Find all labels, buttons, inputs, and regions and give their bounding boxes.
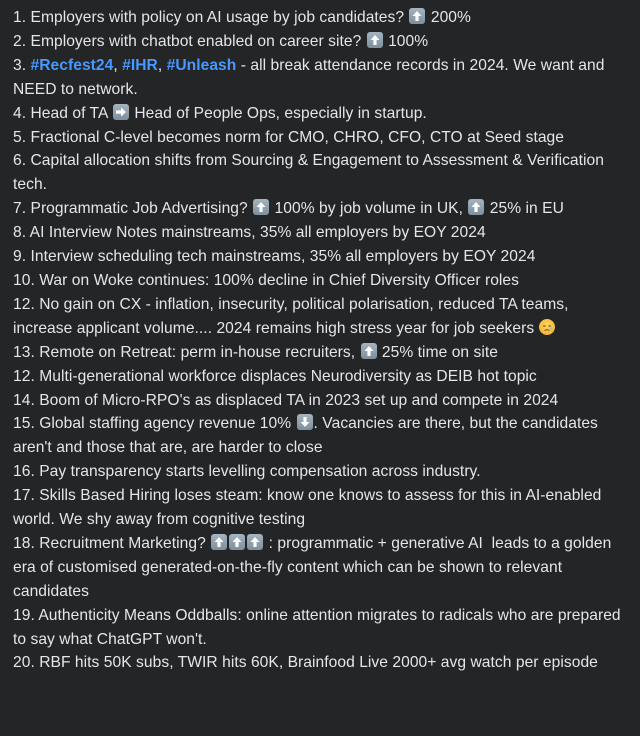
hashtag-recfest24-link[interactable]: #Recfest24 [30, 56, 114, 74]
up-arrow-icon [468, 199, 484, 215]
list-item: 14. Boom of Micro-RPO's as displaced TA in 2023 set up and compete in 2024 [13, 391, 559, 409]
right-arrow-icon [113, 104, 129, 120]
down-arrow-icon [297, 414, 313, 430]
list-item: 12. Multi-generational workforce displaces Neurodiversity as DEIB hot topic [13, 367, 537, 385]
up-arrow-icon [409, 8, 425, 24]
list-item: 3. #Recfest24, #IHR, #Unleash - all break attendance records in 2024. We want and NEED to network. [13, 56, 609, 98]
list-item: 4. Head of TA Head of People Ops, especially in startup. [13, 104, 427, 122]
list-item: 17. Skills Based Hiring loses steam: know one knows to assess for this in AI-enabled world. We shy away from cognitive testing [13, 487, 606, 529]
list-item: 2. Employers with chatbot enabled on career site? 100% [13, 32, 429, 50]
list-item: 15. Global staffing agency revenue 10% . Vacancies are there, but the candidates aren't and those that are, are harder to close [13, 415, 603, 457]
list-item: 7. Programmatic Job Advertising? 100% by job volume in UK, 25% in EU [13, 200, 564, 218]
list-item: 18. Recruitment Marketing? : programmatic + generative AI leads to a golden era of customised generated-on-the-fly content which can be shown to relevant candidates [13, 534, 616, 600]
list-item: 20. RBF hits 50K subs, TWIR hits 60K, Brainfood Live 2000+ avg watch per episode [13, 654, 598, 672]
up-arrow-icon [229, 534, 245, 550]
list-item: 12. No gain on CX - inflation, insecurity, political polarisation, reduced TA teams, increase applicant volume.... 2024 remains high stress year for job seekers [13, 295, 573, 337]
up-arrow-icon [247, 534, 263, 550]
list-item: 8. AI Interview Notes mainstreams, 35% all employers by EOY 2024 [13, 224, 486, 242]
list-item: 9. Interview scheduling tech mainstreams, 35% all employers by EOY 2024 [13, 248, 536, 266]
list-item: 1. Employers with policy on AI usage by job candidates? 200% [13, 9, 471, 26]
list-item: 16. Pay transparency starts levelling compensation across industry. [13, 463, 481, 481]
list-item: 6. Capital allocation shifts from Sourcing & Engagement to Assessment & Verification tech. [13, 152, 609, 194]
list-item: 5. Fractional C-level becomes norm for CMO, CHRO, CFO, CTO at Seed stage [13, 128, 564, 146]
hashtag-ihr-link[interactable]: #IHR [122, 56, 158, 74]
sad-relieved-face-icon [539, 319, 555, 335]
list-item: 19. Authenticity Means Oddballs: online attention migrates to radicals who are prepared to say what ChatGPT won't. [13, 606, 626, 648]
list-item: 10. War on Woke continues: 100% decline in Chief Diversity Officer roles [13, 271, 520, 289]
hashtag-unleash-link[interactable]: #Unleash [166, 56, 237, 74]
up-arrow-icon [253, 199, 269, 215]
up-arrow-icon [361, 343, 377, 359]
up-arrow-icon [211, 534, 227, 550]
list-item: 13. Remote on Retreat: perm in-house recruiters, 25% time on site [13, 343, 499, 361]
up-arrow-icon [367, 32, 383, 48]
